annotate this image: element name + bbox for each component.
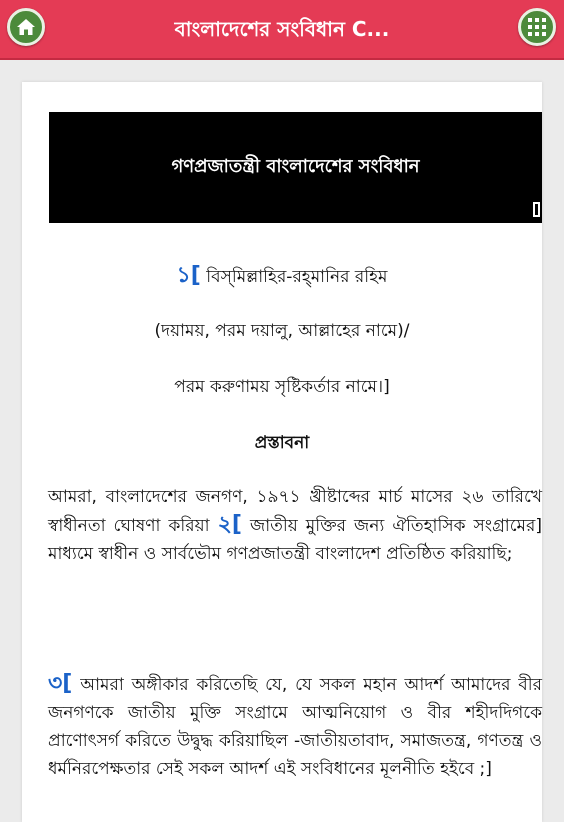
document-content	[22, 82, 542, 822]
invocation-translation: (দয়াময়, পরম দয়ালু, আল্লাহের নামে)/	[154, 321, 410, 341]
invocation-text: বিস্‌মিল্লাহির-রহ্‌মানির রহিম	[200, 267, 388, 287]
banner-marker	[533, 202, 540, 217]
footnote-ref-2[interactable]: ২[	[217, 512, 242, 537]
banner-title: গণপ্রজাতন্ত্রী বাংলাদেশের সংবিধান	[171, 156, 420, 177]
preamble-heading: প্রস্তাবনা	[254, 433, 310, 453]
home-icon	[16, 18, 36, 36]
footnote-ref-1[interactable]: ১[	[176, 263, 201, 288]
paragraph-text: আমরা, বাংলাদেশের জনগণ, ১৯৭১ খ্রীষ্টাব্দের মার্চ মাসের ২৬ তারিখে স্বাধীনতা ঘোষণা করিয়া	[48, 487, 542, 536]
home-button[interactable]	[7, 8, 45, 46]
preamble-paragraph-1	[48, 483, 542, 568]
title-banner	[49, 112, 542, 223]
grid-menu-icon	[528, 18, 546, 36]
invocation-line	[22, 258, 542, 295]
menu-button[interactable]	[518, 8, 556, 46]
preamble-paragraph-2	[48, 670, 542, 783]
footnote-ref-3[interactable]: ৩[	[48, 671, 73, 696]
paragraph-text: জাতীয় মুক্তির জন্য ঐতিহাসিক সংগ্রামের] মাধ্যমে স্বাধীন ও সার্বভৌম গণপ্রজাতন্ত্রী বাংলাদেশ প্রতিষ্ঠিত করিয়াছি;	[48, 516, 542, 564]
invocation-alternate: পরম করুণাময় সৃষ্টিকর্তার নামে।]	[174, 377, 390, 397]
paragraph-text: আমরা অঙ্গীকার করিতেছি যে, যে সকল মহান আদর্শ আমাদের বীর জনগণকে জাতীয় মুক্তি সংগ্রামে আত্মনিয়োগ ও বীর শহীদদিগকে প্রাণোৎসর্গ করিতে উদ্বুদ্ধ করিয়াছিল -জাতীয়তাবাদ, সমাজতন্ত্র, গণতন্ত্র ও ধর্মনিরপেক্ষতার সেই সকল আদর্শ এই সংবিধানের মূলনীতি হইবে ;]	[48, 675, 542, 779]
app-title: বাংলাদেশের সংবিধান C...	[174, 17, 390, 41]
app-header	[0, 0, 564, 60]
